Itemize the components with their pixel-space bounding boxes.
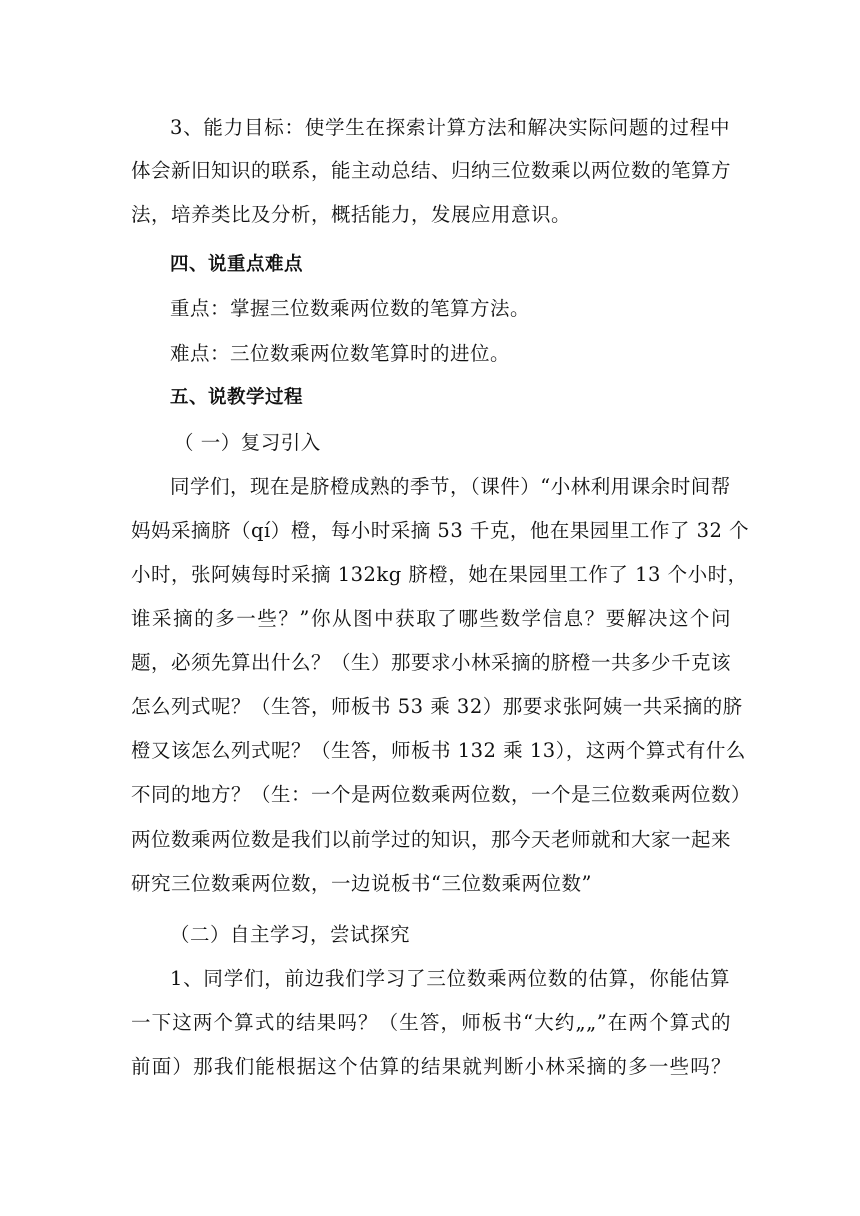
- section-heading: 五、说教学过程: [170, 387, 304, 408]
- section-heading: 四、说重点难点: [170, 254, 304, 275]
- paragraph-line: 不同的地方？（生：一个是两位数乘两位数，一个是三位数乘两位数）: [131, 783, 752, 806]
- paragraph-line: 法，培养类比及分析，概括能力，发展应用意识。: [131, 203, 572, 226]
- paragraph-line: 3、能力目标：使学生在探索计算方法和解决实际问题的过程中: [170, 116, 730, 139]
- paragraph-line: 题，必须先算出什么？（生）那要求小林采摘的脐橙一共多少千克该: [131, 651, 732, 674]
- paragraph-line: 两位数乘两位数是我们以前学过的知识，那今天老师就和大家一起来: [131, 828, 732, 851]
- paragraph-line: 橙又该怎么列式呢？（生答，师板书 132 乘 13），这两个算式有什么: [131, 739, 746, 762]
- paragraph-line: 重点：掌握三位数乘两位数的笔算方法。: [170, 297, 531, 320]
- paragraph-line: 小时，张阿姨每时采摘 132kg 脐橙，她在果园里工作了 13 个小时，: [131, 563, 748, 586]
- paragraph-line: 同学们，现在是脐橙成熟的季节，（课件）“小林利用课余时间帮: [170, 475, 731, 498]
- paragraph-line: 1、同学们，前边我们学习了三位数乘两位数的估算，你能估算: [170, 967, 730, 990]
- paragraph-line: 一下这两个算式的结果吗？（生答，师板书“大约„„”在两个算式的: [131, 1011, 731, 1034]
- paragraph-line: 难点：三位数乘两位数笔算时的进位。: [170, 342, 511, 365]
- paragraph-line: 研究三位数乘两位数，一边说板书“三位数乘两位数”: [131, 872, 592, 895]
- subsection-heading: （ 一）复习引入: [174, 431, 321, 454]
- paragraph-line: 谁采摘的多一些？”你从图中获取了哪些数学信息？要解决这个问: [131, 607, 731, 630]
- paragraph-line: 妈妈采摘脐（qí）橙，每小时采摘 53 千克，他在果园里工作了 32 个: [131, 519, 750, 542]
- paragraph-line: 前面）那我们能根据这个估算的结果就判断小林采摘的多一些吗？: [131, 1055, 731, 1078]
- paragraph-line: 体会新旧知识的联系，能主动总结、归纳三位数乘以两位数的笔算方: [131, 159, 732, 182]
- paragraph-line: 怎么列式呢？（生答，师板书 53 乘 32）那要求张阿姨一共采摘的脐: [131, 695, 743, 718]
- subsection-heading: （二）自主学习，尝试探究: [170, 923, 411, 946]
